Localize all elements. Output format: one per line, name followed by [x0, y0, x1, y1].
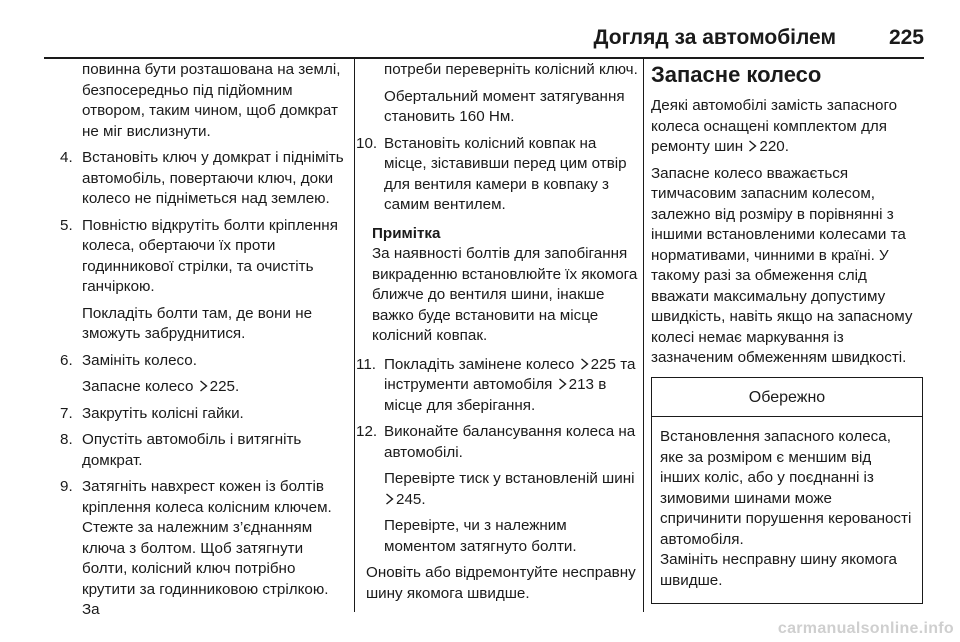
step-11 — [356, 355, 638, 417]
page-reference[interactable] — [579, 356, 616, 373]
step-subtext: Перевірте, чи з належним моментом затягнуто болти. — [384, 517, 577, 555]
step-subtext — [384, 469, 638, 510]
column-1 — [60, 60, 348, 627]
step-number: 6. — [60, 351, 73, 369]
step-number: 8. — [60, 431, 73, 448]
column-divider-1 — [354, 58, 355, 612]
step-9 — [60, 477, 348, 621]
subtext-label: Перевірте тиск у встановленій шині — [384, 470, 635, 487]
warning-text: Встановлення запасного колеса, яке за розміром є меншим від інших коліс, або у поєднанні із зимовими шинами може спричинити порушення керованості автомобіля. — [660, 428, 912, 548]
reference-arrow-icon — [748, 140, 757, 152]
step-9-continuation — [384, 60, 638, 128]
reference-arrow-icon — [580, 358, 589, 370]
page-number: 225 — [888, 26, 924, 49]
step-text: Встановіть колісний ковпак на місце, зіставивши перед цим отвір для вентиля камери в ковпаку з самим вентилем. — [384, 134, 627, 213]
step-subtext: Покладіть болти там, де вони не зможуть забруднитися. — [82, 304, 313, 342]
reference-arrow-icon — [558, 378, 567, 390]
warning-body — [652, 417, 922, 603]
page-reference-number: 220. — [759, 138, 789, 155]
page-header — [44, 18, 924, 54]
step-text-part: Покладіть замінене колесо — [384, 355, 575, 373]
column-2 — [356, 60, 638, 604]
step-text: Виконайте балансування колеса на автомобілі. — [384, 423, 636, 461]
step-text: Опустіть автомобіль і витягніть домкрат. — [82, 431, 302, 469]
step-text — [384, 355, 638, 417]
step-number: 5. — [60, 216, 73, 234]
warning-title: Обережно — [652, 378, 922, 418]
step-text-part: в місце для зберігання. — [384, 376, 607, 414]
header-rule — [44, 57, 924, 59]
step-text: Встановіть ключ у домкрат і підніміть автомобіль, повертаючи ключ, доки колесо не підніметься над землею. — [82, 149, 344, 207]
page-reference[interactable] — [557, 376, 594, 393]
step-text: Закрутіть колісні гайки. — [82, 404, 244, 422]
page-title: Догляд за автомобілем — [593, 26, 836, 49]
subtext-label: Запасне колесо — [82, 378, 194, 395]
step-continuation: повинна бути розташована на землі, безпосередньо під підйомним отвором, таким чином, щоб домкрат не міг вислизнути. — [82, 61, 341, 140]
step-8 — [60, 430, 348, 471]
step-number: 12. — [356, 423, 378, 440]
step-12 — [356, 422, 638, 557]
page-reference-number: 213 — [568, 376, 594, 393]
step-text-part: та інструменти автомобіля — [384, 355, 636, 393]
page-reference[interactable] — [198, 378, 240, 395]
page-reference[interactable] — [384, 491, 426, 508]
reference-arrow-icon — [385, 493, 394, 505]
step-continuation: потреби переверніть колісний ключ. — [384, 61, 638, 78]
column-3 — [651, 60, 925, 604]
step-number: 9. — [60, 478, 73, 495]
step-number: 7. — [60, 404, 73, 422]
step-7 — [60, 404, 348, 425]
step-number: 4. — [60, 149, 73, 166]
paragraph-text: Деякі автомобілі замість запасного колеса оснащені комплектом для ремонту шин — [651, 97, 898, 155]
closing-text: Оновіть або відремонтуйте несправну шину якомога швидше. — [366, 564, 636, 602]
step-10 — [356, 134, 638, 216]
step-number: 11. — [356, 355, 376, 373]
page-reference-number: 225. — [209, 378, 240, 395]
section-heading: Запасне колесо — [651, 62, 822, 87]
step-5 — [60, 216, 348, 345]
step-6 — [60, 351, 348, 398]
page-reference[interactable] — [747, 138, 789, 155]
step-4 — [60, 148, 348, 210]
page-reference-number: 225 — [590, 355, 616, 373]
note-text: За наявності болтів для запобігання викраденню встановлюйте їх якомога ближче до вентиля шини, інакше важко буде встановити на місце колісний ковпак. — [372, 245, 638, 344]
column-divider-2 — [643, 58, 644, 612]
step-text: Повністю відкрутіть болти кріплення колеса, обертаючи їх проти годинникової стрілки, та очистіть ганчіркою. — [82, 216, 338, 295]
note-block — [372, 224, 638, 347]
step-text: Замініть колесо. — [82, 351, 197, 369]
warning-text: Замініть несправну шину якомога швидше. — [660, 551, 897, 589]
step-subtext — [82, 377, 348, 398]
page-reference-number: 245. — [396, 490, 426, 508]
note-heading: Примітка — [372, 224, 441, 242]
torque-note: Обертальний момент затягування становить 160 Нм. — [384, 87, 625, 125]
reference-arrow-icon — [199, 380, 208, 392]
paragraph — [651, 96, 925, 158]
paragraph: Запасне колесо вважається тимчасовим запасним колесом, залежно від розміру в порівнянні з іншими встановленими колесами та нормативами, чинними в країні. У такому разі за обмеження слід вважати максимальну допустиму швидкість, навіть якщо на запасному колесі немає маркування із зазначеним обмеженням швидкості. — [651, 164, 913, 366]
warning-box — [651, 377, 923, 605]
watermark: carmanualsonline.info — [777, 620, 954, 637]
step-number: 10. — [356, 134, 378, 152]
step-text: Затягніть навхрест кожен із болтів кріплення колеса колісним ключем. Стежте за належним з’єднанням ключа з болтом. Щоб затягнути болти, колісний ключ потрібно крутити за годинниковою стрілкою. За — [82, 478, 332, 618]
